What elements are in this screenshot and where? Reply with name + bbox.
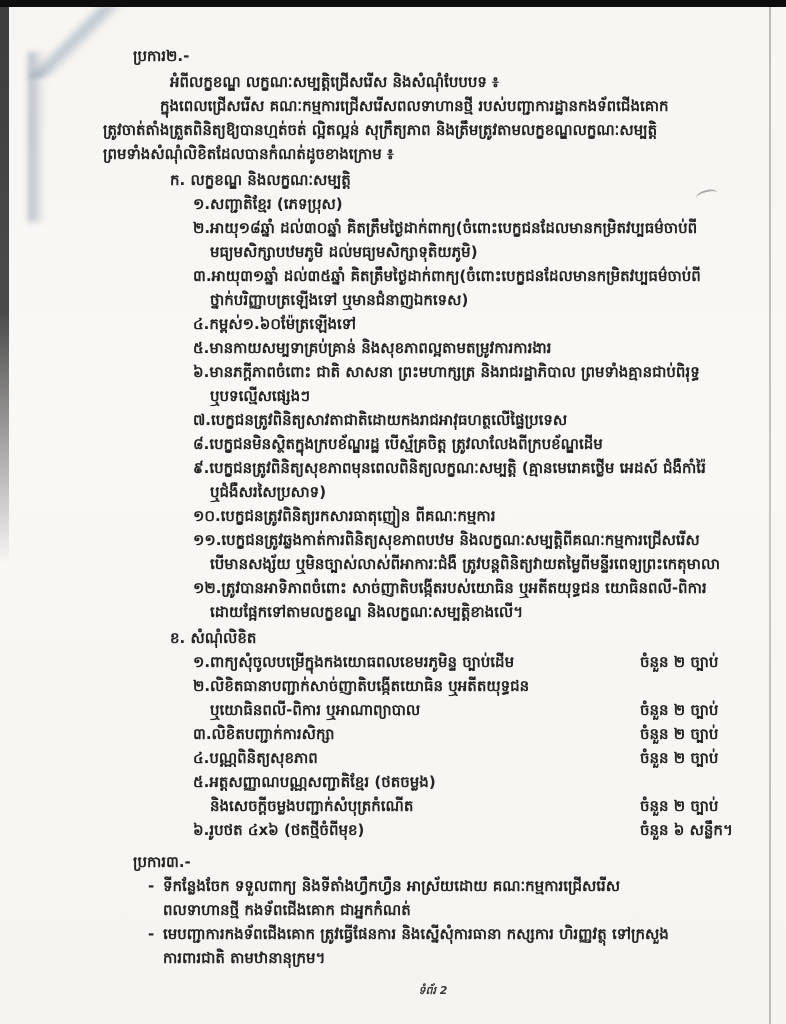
- conditions-list: [0, 192, 786, 624]
- article3-label: ប្រការ៣.-: [133, 853, 191, 871]
- condition-item: [0, 336, 786, 360]
- document-count: ចំនួន ២ ច្បាប់: [640, 797, 719, 815]
- condition-line: ១.សញ្ជាតិខ្មែរ (ភេទប្រុស): [193, 195, 343, 213]
- bullet-line: ទីកន្លែងចែក ទទួលពាក្យ និងទីតាំងហ្វឹកហ្វឺន អាស្រ័យដោយ គណៈកម្មការជ្រើសរើស: [163, 877, 621, 895]
- document-item: [193, 746, 786, 770]
- condition-line: ៤.កម្ពស់១.៦០ម៉ែត្រឡើងទៅ: [193, 315, 357, 333]
- condition-line: ១១.បេក្ខជនត្រូវឆ្លងកាត់ការពិនិត្យសុខភាពបឋម និងលក្ខណៈសម្បត្តិពីគណៈកម្មការជ្រើសរើស: [193, 531, 700, 549]
- document-count: ចំនួន ២ ច្បាប់: [640, 725, 719, 743]
- document-line: ៤.បណ្ណពិនិត្យសុខភាព: [193, 749, 318, 767]
- document-line: ៥.អត្តសញ្ញាណបណ្ណសញ្ជាតិខ្មែរ (ថតចម្លង): [193, 773, 436, 791]
- article3-bullets: [0, 874, 786, 970]
- condition-line: ២.អាយុ១៨ឆ្នាំ ដល់៣០ឆ្នាំ គិតត្រឹមថ្ងៃដាក់ពាក្យ(ចំពោះបេក្ខជនដែលមានកម្រិតវប្បធម៌ចាប់ពី: [193, 219, 698, 237]
- document-item: [193, 818, 786, 842]
- condition-item: [0, 216, 786, 264]
- scan-top-black-bar: [0, 0, 786, 7]
- condition-line: ដោយផ្អែកទៅតាមលក្ខខណ្ឌ និងលក្ខណៈសម្បត្តិខាងលើ។: [210, 603, 524, 621]
- intro-line: ព្រមទាំងសំណុំលិខិតដែលបានកំណត់ដូចខាងក្រោម ៖: [103, 145, 394, 163]
- condition-line: ថ្នាក់បរិញ្ញាបត្រឡើងទៅ ឬមានជំនាញឯកទេស): [210, 291, 469, 309]
- bullet-line: ការពារជាតិ តាមឋានានុក្រម។: [163, 949, 326, 967]
- bullet-item: [148, 922, 786, 970]
- condition-line: មធ្យមសិក្សាបឋមភូមិ ដល់មធ្យមសិក្សាទុតិយភូមិ): [210, 243, 478, 261]
- condition-line: ៨.បេក្ខជនមិនស្ថិតក្នុងក្របខ័ណ្ឌរដ្ឋ បើស្ម័គ្រចិត្ត ត្រូវលាលែងពីក្របខ័ណ្ឌដើម: [193, 435, 603, 453]
- condition-item: [0, 432, 786, 456]
- document-count: ចំនួន ២ ច្បាប់: [640, 701, 719, 719]
- bullet-text: [163, 874, 786, 922]
- section-b-heading: ខ. សំណុំលិខិត: [170, 629, 257, 647]
- left-fold-shadow: [28, 52, 46, 222]
- condition-line: ៦.មានភក្តីភាពចំពោះ ជាតិ សាសនា ព្រះមហាក្សត្រ និងរាជរដ្ឋាភិបាល ព្រមទាំងគ្មានជាប់ពិរុទ្ធ: [193, 363, 700, 381]
- document-line: ៣.លិខិតបញ្ជាក់ការសិក្សា: [193, 725, 335, 743]
- document-line: ១.ពាក្យសុំចូលបម្រើក្នុងកងយោធពលខេមរភូមិន្ទ ច្បាប់ដើម: [193, 653, 515, 671]
- condition-item: [0, 576, 786, 624]
- document-item: [193, 650, 786, 674]
- document-line: ឬយោធិនពលី-ពិការ ឬអាណាព្យាបាល: [210, 701, 421, 719]
- condition-line: ១២.ត្រូវបានអាទិភាពចំពោះ សាច់ញាតិបង្កើតរបស់យោធិន ឬអតីតយុទ្ធជន យោធិនពលី-ពិការ: [193, 579, 707, 597]
- section-a-heading: ក. លក្ខខណ្ឌ និងលក្ខណៈសម្បត្តិ: [170, 171, 351, 189]
- condition-item: [0, 528, 786, 576]
- document-item: [193, 770, 786, 818]
- document-line: និងសេចក្តីចម្លងបញ្ជាក់សំបុត្រកំណើត: [210, 797, 414, 815]
- condition-item: [0, 456, 786, 504]
- condition-item: [0, 264, 786, 312]
- condition-line: ៧.បេក្ខជនត្រូវពិនិត្យសាវតាជាតិដោយកងរាជអាវុធហត្ថលើផ្ទៃប្រទេស: [193, 411, 568, 429]
- condition-item: [0, 408, 786, 432]
- condition-line: ៣.អាយុ៣១ឆ្នាំ ដល់៣៥ឆ្នាំ គិតត្រឹមថ្ងៃដាក់ពាក្យ(ចំពោះបេក្ខជនដែលមានកម្រិតវប្បធម៌ចាប់ពី: [193, 267, 701, 285]
- condition-line: ឬជំងឺសរសៃប្រសាទ): [210, 483, 327, 501]
- bullet-line: មេបញ្ជាការកងទ័ពជើងគោក ត្រូវធ្វើផែនការ និងស្នើសុំការធានា កស្សការ ហិរញ្ញវត្ថុ ទៅក្រសួង: [163, 925, 669, 943]
- condition-item: [0, 312, 786, 336]
- bullet-dash: -: [148, 877, 155, 895]
- document-line: ៦.រូបថត ៤x៦ (ថតថ្មីចំពីមុខ): [193, 821, 365, 839]
- condition-line: បើមានសង្ស័យ ឬមិនច្បាស់លាស់ពីអាការៈជំងឺ ត្រូវបន្តពិនិត្យវាយតម្លៃពីមន្ទីរពេទ្យព្រះកេតុមាលា: [210, 555, 720, 573]
- intro-line: ក្នុងពេលជ្រើសរើស គណៈកម្មការជ្រើសរើសពលទាហានថ្មី របស់បញ្ជាការដ្ឋានកងទ័ពជើងគោក: [160, 97, 669, 115]
- page-right-edge-line: [769, 7, 771, 1024]
- condition-line: ៥.មានកាយសម្បទាគ្រប់គ្រាន់ និងសុខភាពល្អតាមតម្រូវការការងារ: [193, 339, 552, 357]
- article2-label: ប្រការ២.-: [133, 47, 190, 65]
- bullet-item: [148, 874, 786, 922]
- document-count: ចំនួន ២ ច្បាប់: [640, 749, 719, 767]
- document-item: [193, 722, 786, 746]
- condition-item: [0, 360, 786, 408]
- documents-list: [0, 650, 786, 842]
- condition-item: [0, 192, 786, 216]
- document-count: ចំនួន ៦ សន្លឹក។: [640, 821, 733, 839]
- page-number: ទំព័រ 2: [418, 984, 448, 997]
- bullet-line: ពលទាហានថ្មី កងទ័ពជើងគោក ជាអ្នកកំណត់: [163, 901, 411, 919]
- condition-line: ៩.បេក្ខជនត្រូវពិនិត្យសុខភាពមុនពេលពិនិត្យលក្ខណៈសម្បត្តិ (គ្មានមេរោគថ្លើម អេដស៍ ជំងឺកាំរ៉ៃ: [193, 459, 706, 477]
- intro-paragraph: [0, 94, 786, 166]
- condition-line: ១០.បេក្ខជនត្រូវពិនិត្យរកសារធាតុញៀន ពីគណៈកម្មការ: [193, 507, 496, 525]
- condition-item: [0, 504, 786, 528]
- document-count: ចំនួន ២ ច្បាប់: [640, 653, 719, 671]
- intro-line: ត្រូវចាត់តាំងត្រួតពិនិត្យឱ្យបានហ្មត់ចត់ ល្អិតល្អន់ សុក្រឹត្យភាព និងត្រឹមត្រូវតាមលក្ខខណ្ឌលក្ខណៈសម្បត្តិ: [103, 121, 658, 139]
- document-line: ២.លិខិតធានាបញ្ជាក់សាច់ញាតិបង្កើតយោធិន ឬអតីតយុទ្ធជន: [193, 677, 530, 695]
- document-item: [193, 674, 786, 722]
- scan-left-dark-edge: [0, 5, 9, 565]
- condition-line: ឬបទល្មើសផ្សេងៗ: [210, 387, 311, 405]
- article2-title: អំពីលក្ខខណ្ឌ លក្ខណៈសម្បត្តិជ្រើសរើស និងសំណុំបែបបទ ៖: [170, 73, 499, 91]
- bullet-text: [163, 922, 786, 970]
- bullet-dash: -: [148, 925, 155, 943]
